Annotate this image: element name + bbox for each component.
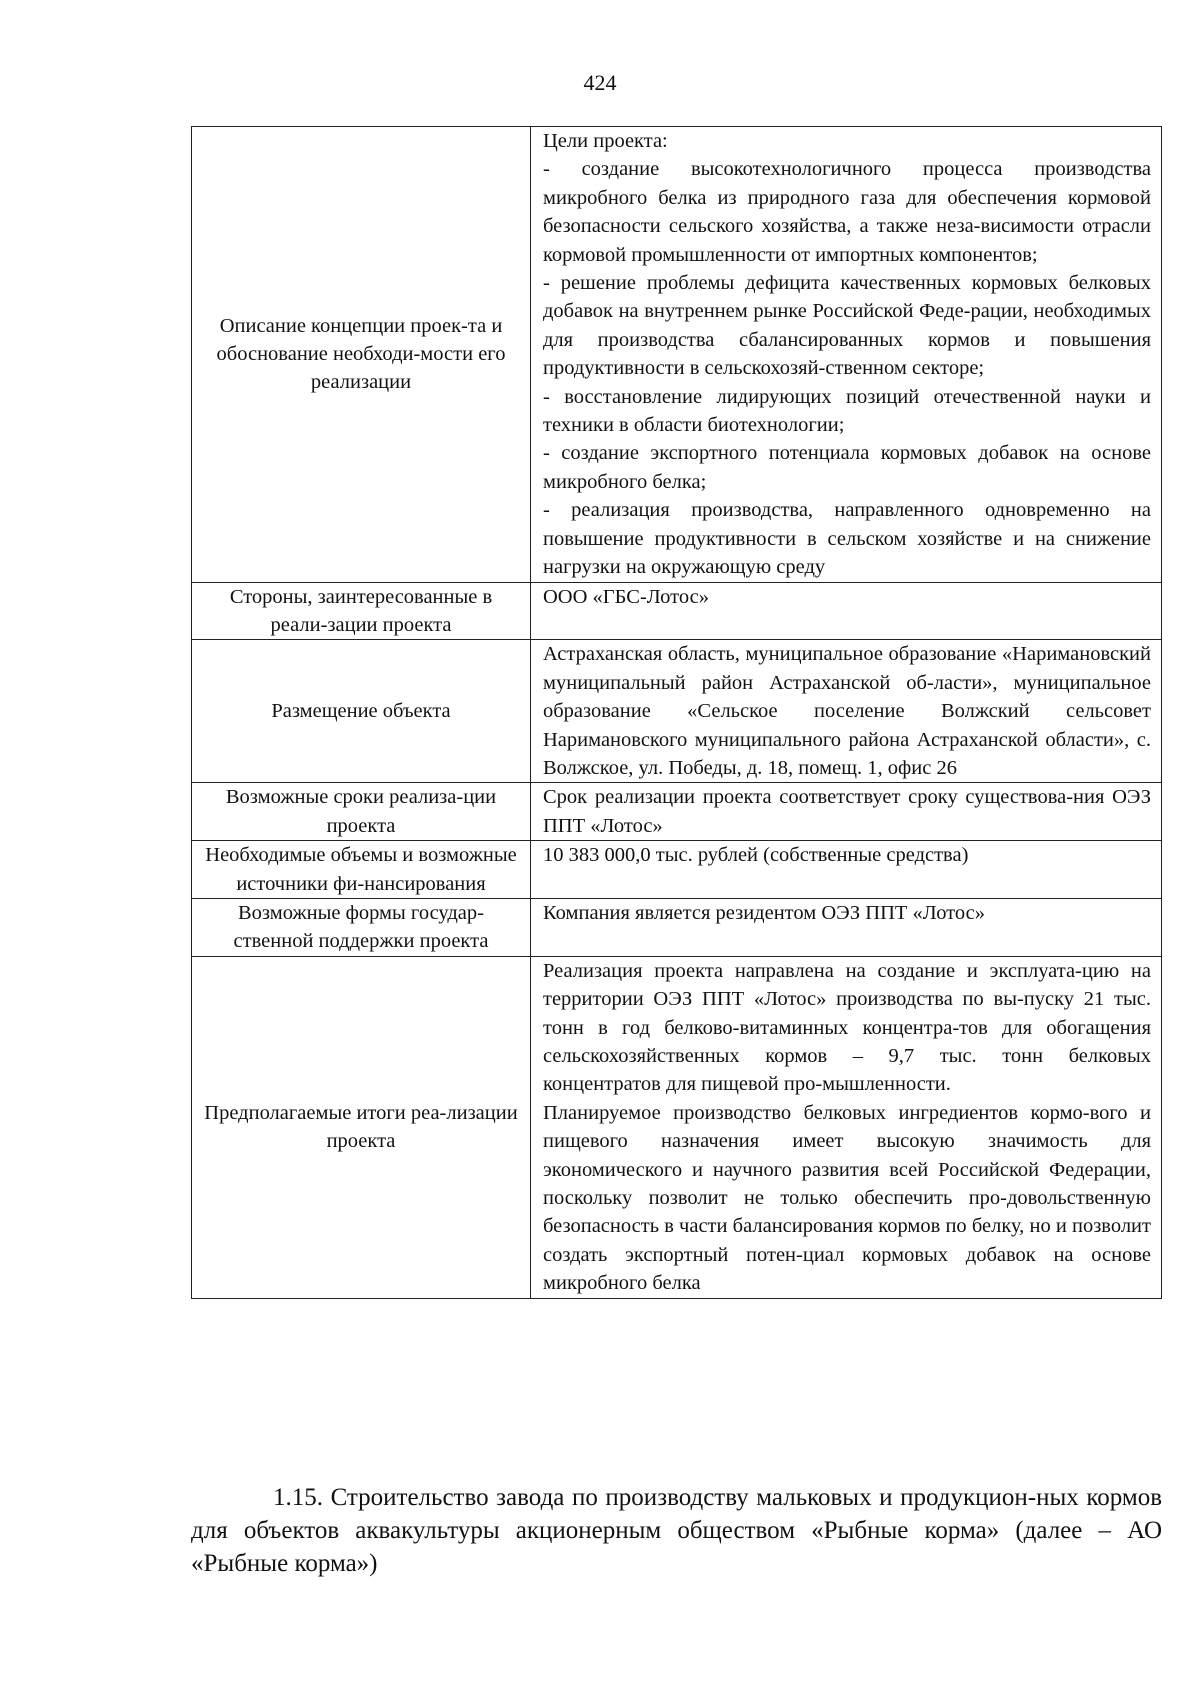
row-label-support: Возможные формы государ-ственной поддержки проекта: [192, 898, 531, 956]
row-value-outcomes: [531, 956, 1162, 1298]
location-address: Астраханская область, муниципальное образование «Наримановский муниципальный район Астраханской об-ласти», муниципальное образование «Сельское поселение Волжский сельсовет Наримановского муниципального района Астраханской области», с. Волжское, ул. Победы, д. 18, помещ. 1, офис 26: [543, 643, 1151, 779]
row-value-timeline: [531, 783, 1162, 841]
table-row-timeline: [192, 783, 1162, 841]
stakeholder-company: ООО «ГБС-Лотос»: [543, 585, 709, 608]
row-label-concept: Описание концепции проек-та и обоснование необходи-мости его реализации: [192, 127, 531, 583]
funding-text: 10 383 000,0 тыс. рублей (собственные средства): [543, 844, 969, 867]
goal-item-2: - решение проблемы дефицита качественных кормовых белковых добавок на внутреннем рынке Российской Феде-рации, необходимых для производства сбалансированных кормов и повышения продуктивности в сельскохозяй-ственном секторе;: [543, 272, 1151, 380]
project-passport-table: [191, 126, 1162, 1299]
goal-item-4: - создание экспортного потенциала кормовых добавок на основе микробного белка;: [543, 442, 1151, 493]
table-row-location: [192, 640, 1162, 783]
section-heading: 1.15. Строительство завода по производству мальковых и продукцион-ных кормов для объектов аквакультуры акционерным обществом «Рыбные корма» (далее – АО «Рыбные корма»): [191, 1484, 1162, 1577]
row-label-outcomes: Предполагаемые итоги реа-лизации проекта: [192, 956, 531, 1298]
table-row-concept: [192, 127, 1162, 583]
goal-item-1: - создание высокотехнологичного процесса производства микробного белка из природного газа для обеспечения кормовой безопасности сельского хозяйства, а также неза-висимости отрасли кормовой промышленности от импортных компонентов;: [543, 158, 1151, 266]
page-number: 424: [583, 70, 617, 95]
row-label-funding: Необходимые объемы и возможные источники фи-нансирования: [192, 841, 531, 899]
row-value-location: [531, 640, 1162, 783]
support-text: Компания является резидентом ОЭЗ ППТ «Лотос»: [543, 901, 985, 924]
row-label-timeline: Возможные сроки реализа-ции проекта: [192, 783, 531, 841]
goal-item-5: - реализация производства, направленного одновременно на повышение продуктивности в сельском хозяйстве и на снижение нагрузки на окружающую среду: [543, 499, 1151, 579]
timeline-text: Срок реализации проекта соответствует сроку существова-ния ОЭЗ ППТ «Лотос»: [543, 786, 1151, 837]
row-label-stakeholders: Стороны, заинтересованные в реали-зации проекта: [192, 582, 531, 640]
goals-heading: Цели проекта:: [543, 130, 668, 152]
outcomes-paragraph-1: Реализация проекта направлена на создание и эксплуата-цию на территории ОЭЗ ППТ «Лотос» производства по вы-пуску 21 тыс. тонн в год белково-витаминных концентра-тов для обогащения сельскохозяйственных кормов – 9,7 тыс. тонн белковых концентратов для пищевой про-мышленности.: [543, 959, 1151, 1096]
goal-item-3: - восстановление лидирующих позиций отечественной науки и техники в области биотехнологии;: [543, 385, 1151, 437]
table-row-outcomes: [192, 956, 1162, 1298]
table-row-stakeholders: [192, 582, 1162, 640]
row-value-stakeholders: [531, 582, 1162, 640]
row-value-support: [531, 898, 1162, 956]
row-label-location: Размещение объекта: [192, 640, 531, 783]
table-row-support: [192, 898, 1162, 956]
table-row-funding: [192, 841, 1162, 899]
row-value-concept: [531, 127, 1162, 583]
row-value-funding: [531, 841, 1162, 899]
outcomes-paragraph-2: Планируемое производство белковых ингредиентов кормо-вого и пищевого назначения имеет высокую значимость для экономического и научного развития всей Российской Федерации, поскольку позволит не только обеспечить про-довольственную безопасность в части балансирования кормов по белку, но и позволит создать экспортный потен-циал кормовых добавок на основе микробного белка: [543, 1101, 1151, 1295]
